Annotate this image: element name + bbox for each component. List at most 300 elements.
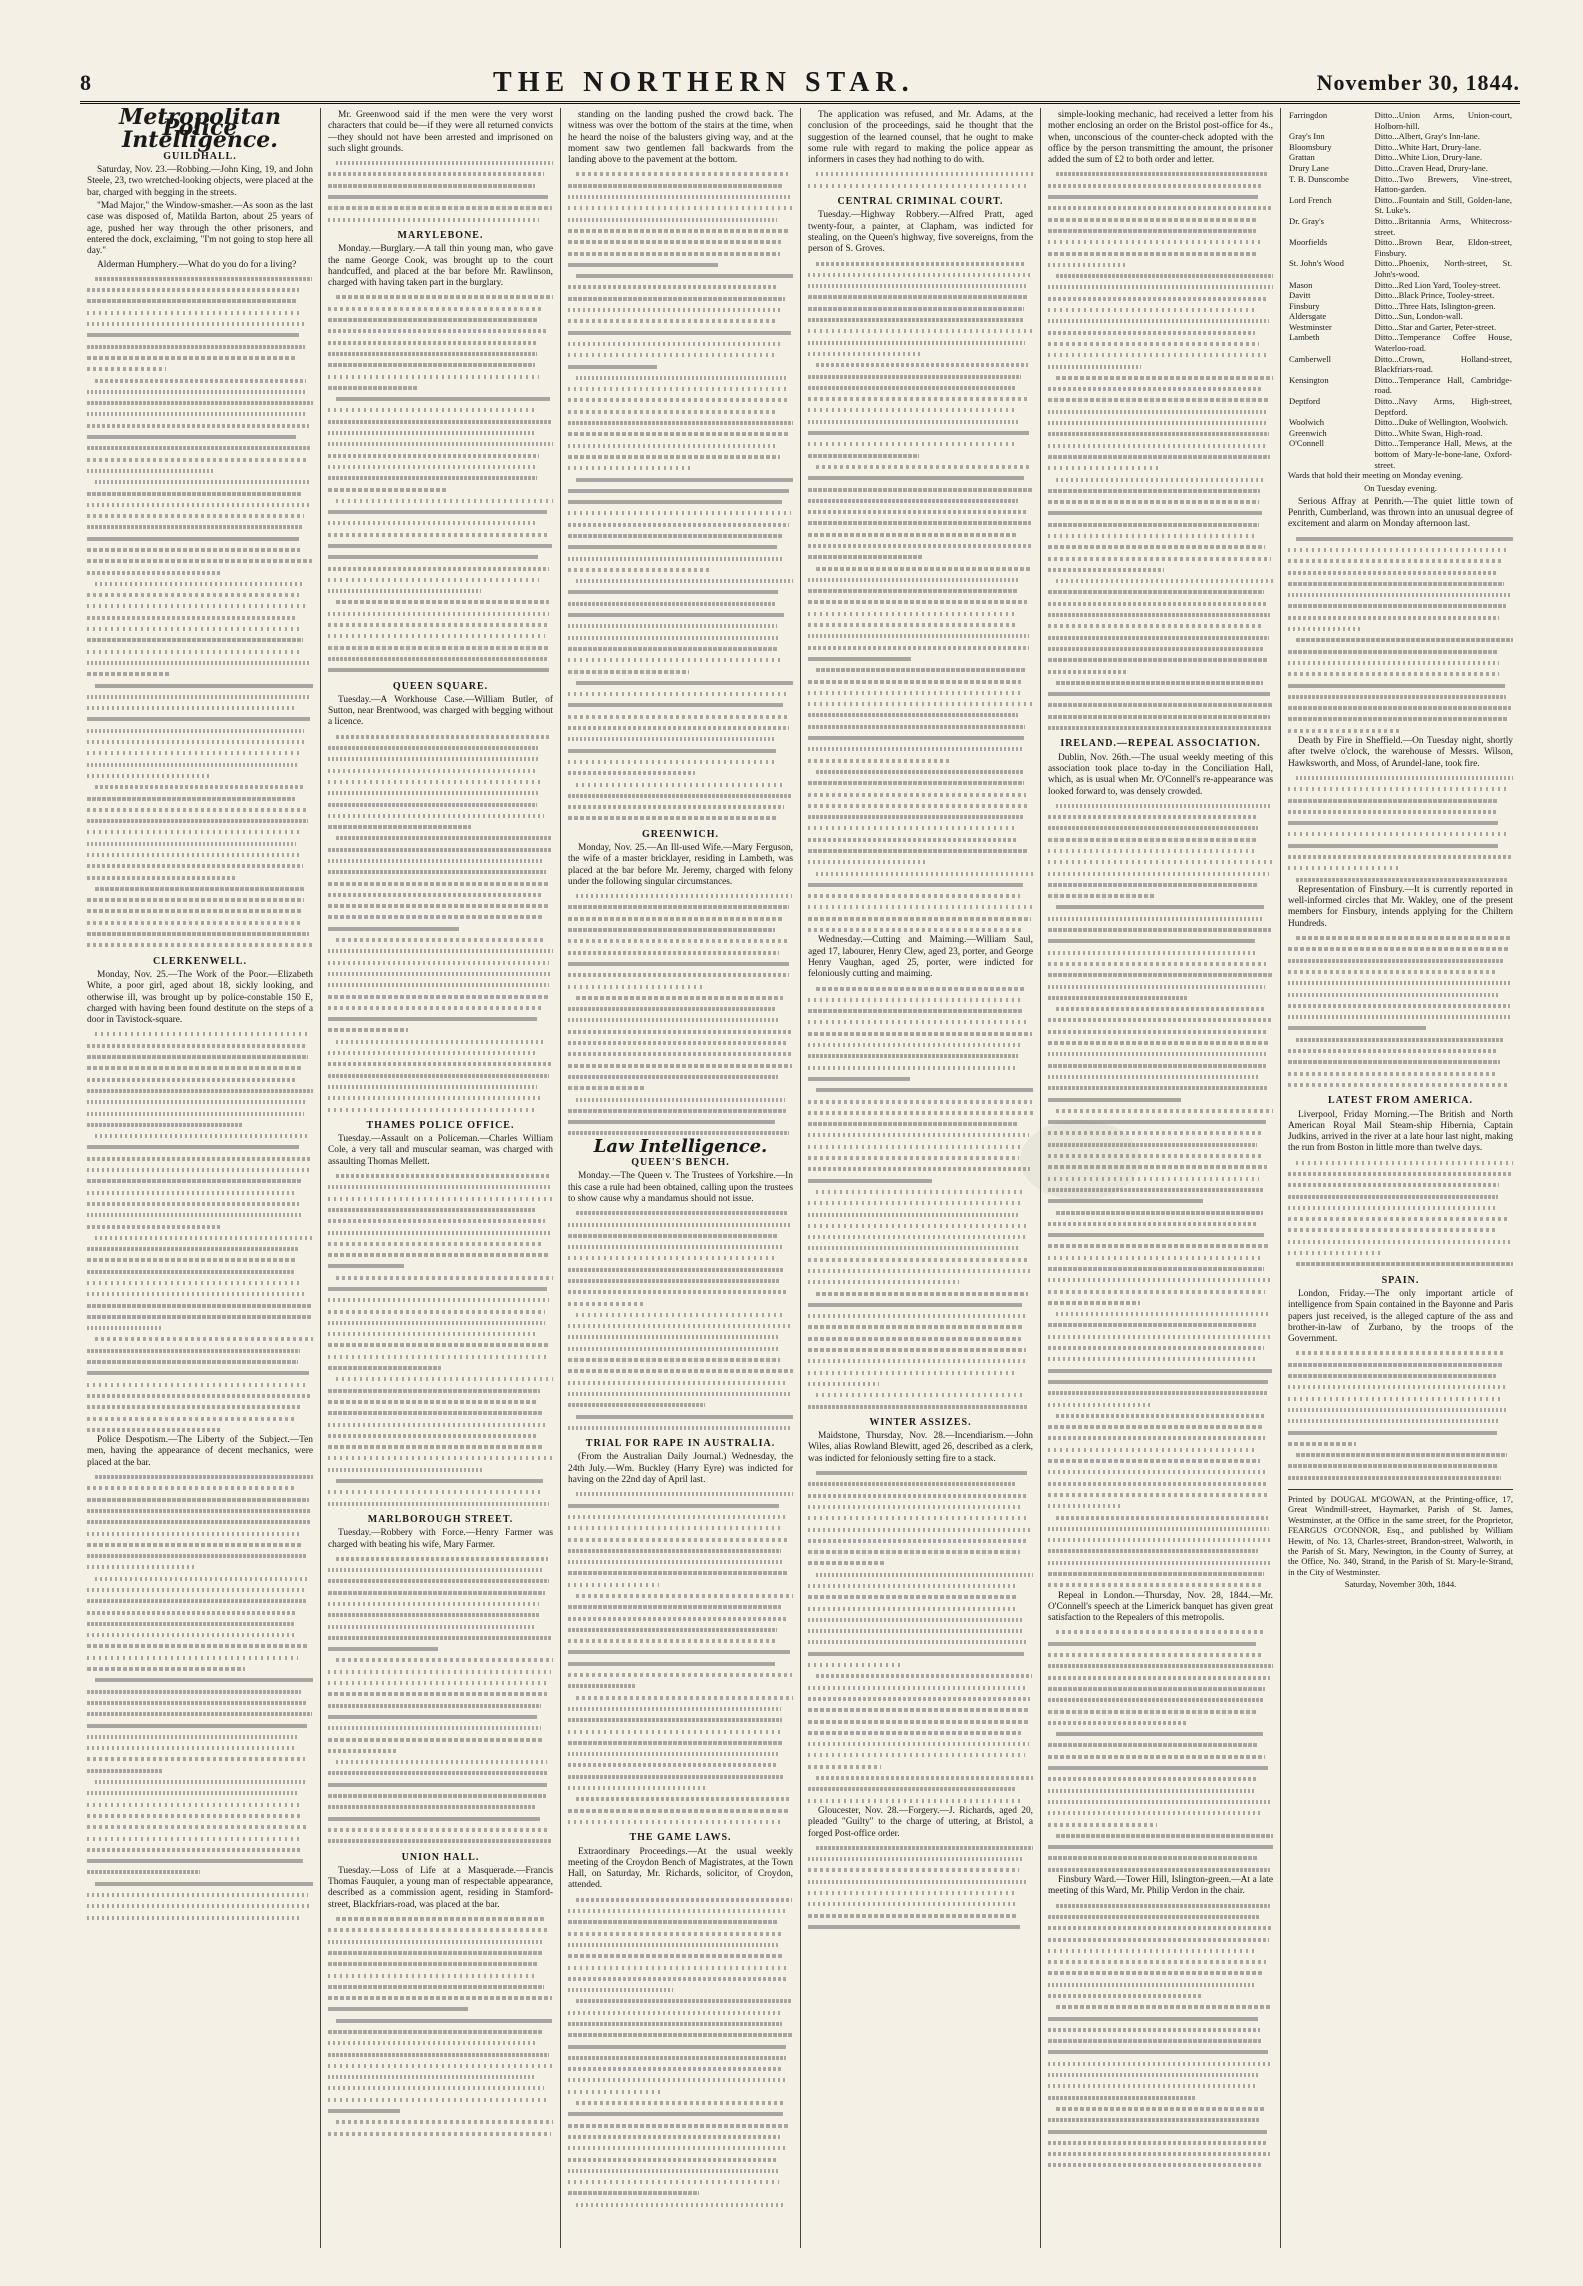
- illegible-text-line: [1048, 1037, 1273, 1048]
- ward-meeting-place: Ditto...Two Brewers, Vine-street, Hatton-garden.: [1374, 173, 1512, 195]
- illegible-text-line: [1048, 1331, 1273, 1342]
- illegible-text-line: [87, 917, 313, 928]
- body-text-block: [1048, 1626, 1273, 1875]
- illegible-text-line: [568, 1928, 793, 1939]
- illegible-text-line: [1288, 589, 1513, 600]
- illegible-text-line: [87, 1288, 313, 1299]
- illegible-text-line: [328, 291, 553, 302]
- illegible-text-line: [808, 1129, 1033, 1140]
- illegible-text-line: [1048, 1762, 1273, 1773]
- body-text-block: [328, 1170, 553, 1509]
- illegible-text-line: [808, 766, 1033, 777]
- illegible-text-line: [87, 668, 313, 679]
- illegible-text-line: [328, 359, 553, 370]
- illegible-text-line: [1288, 851, 1513, 862]
- illegible-text-line: [1288, 795, 1513, 806]
- illegible-text-line: [1048, 1967, 1273, 1978]
- illegible-text-line: [1288, 533, 1513, 544]
- illegible-text-line: [87, 521, 313, 532]
- illegible-text-line: [1288, 806, 1513, 817]
- illegible-text-line: [808, 438, 1033, 449]
- illegible-text-line: [1048, 2046, 1273, 2057]
- illegible-text-line: [568, 564, 793, 575]
- illegible-text-line: [1048, 677, 1273, 688]
- illegible-text-line: [568, 349, 793, 360]
- article-paragraph: Saturday, Nov. 23.—Robbing.—John King, 19, and John Steele, 23, two wretched-looking objects, were placed at the bar, charged with begging in the streets.: [87, 165, 313, 198]
- ward-name: T. B. Dunscombe: [1289, 173, 1349, 184]
- illegible-text-line: [328, 157, 553, 168]
- illegible-text-line: [1048, 394, 1273, 405]
- illegible-text-line: [808, 777, 1033, 788]
- illegible-text-line: [87, 1810, 313, 1821]
- illegible-text-line: [1288, 1168, 1513, 1179]
- subheading-queen-square: QUEEN SQUARE.: [392, 680, 489, 692]
- body-text-block: [1288, 1347, 1513, 1483]
- ward-row: [1288, 428, 1513, 439]
- illegible-text-line: [568, 180, 793, 191]
- ward-row: [1288, 237, 1513, 258]
- illegible-text-line: [1288, 544, 1513, 555]
- illegible-text-line: [568, 485, 793, 496]
- ward-row: [1288, 110, 1513, 131]
- ward-name: Dr. Gray's: [1289, 215, 1324, 226]
- ward-meeting-place: Ditto...White Lion, Drury-lane.: [1374, 152, 1483, 163]
- article-paragraph: Tuesday.—A Workhouse Case.—William Butler, of Sutton, near Brentwood, was charged with begging without a licence.: [328, 694, 553, 728]
- illegible-text-line: [568, 1916, 793, 1927]
- illegible-text-line: [568, 1219, 793, 1230]
- ward-row: [1288, 301, 1513, 312]
- illegible-text-line: [1048, 1922, 1273, 1933]
- illegible-text-line: [87, 1367, 313, 1378]
- illegible-text-line: [87, 680, 313, 691]
- illegible-text-line: [568, 779, 793, 790]
- article-paragraph: Finsbury Ward.—Tower Hill, Islington-green.—At a late meeting of this Ward, Mr. Philip Verdon in the chair.: [1048, 1875, 1273, 1897]
- illegible-text-line: [1048, 281, 1273, 292]
- illegible-text-line: [808, 1704, 1033, 1715]
- illegible-text-line: [87, 1652, 313, 1663]
- illegible-text-line: [328, 1047, 553, 1058]
- illegible-text-line: [1048, 598, 1273, 609]
- illegible-text-line: [568, 394, 793, 405]
- illegible-text-line: [808, 404, 1033, 415]
- imprint-text: Printed by DOUGAL M'GOWAN, at the Printing-office, 17, Great Windmill-street, Haymarket, Parish of St. James, Westminster, at the Office in the same street, for the Proprietor, FEARGUS O'CONNOR, Esq., and published by William Hewitt, of No. 13, Charles-street, Brandon-street, Walworth, in the Parish of St. Mary, Newington, in the County of Surrey, at the Office, No. 340, Strand, in the Parish of St. Mary-le-Strand, in the City of Westminster.: [1288, 1494, 1513, 1577]
- illegible-text-line: [87, 838, 313, 849]
- illegible-text-line: [328, 1430, 553, 1441]
- illegible-text-line: [808, 1614, 1033, 1625]
- illegible-text-line: [87, 691, 313, 702]
- illegible-text-line: [328, 1238, 553, 1249]
- ward-meeting-place: Ditto...Albert, Gray's Inn-lane.: [1374, 131, 1480, 142]
- illegible-text-line: [87, 1277, 313, 1288]
- illegible-text-line: [1048, 1365, 1273, 1376]
- article-paragraph: Mr. Greenwood said if the men were the very worst characters that could be—if they were all returned convicts—they should not have been arrested and imprisoned on such slight grounds.: [328, 110, 553, 154]
- illegible-text-line: [1048, 451, 1273, 462]
- illegible-text-line: [808, 1310, 1033, 1321]
- body-text-block: [568, 1894, 793, 2210]
- illegible-text-line: [568, 2108, 793, 2119]
- illegible-text-line: [87, 860, 313, 871]
- illegible-text-line: [808, 484, 1033, 495]
- illegible-text-line: [1048, 236, 1273, 247]
- illegible-text-line: [328, 957, 553, 968]
- ward-name: Westminster: [1289, 321, 1332, 332]
- illegible-text-line: [808, 1355, 1033, 1366]
- illegible-text-line: [568, 1816, 793, 1827]
- illegible-text-line: [328, 1587, 553, 1598]
- illegible-text-line: [808, 1265, 1033, 1276]
- illegible-text-line: [328, 1441, 553, 1452]
- illegible-text-line: [328, 1181, 553, 1192]
- illegible-text-line: [1048, 1240, 1273, 1251]
- illegible-text-line: [568, 1241, 793, 1252]
- illegible-text-line: [1048, 811, 1273, 822]
- illegible-text-line: [808, 687, 1033, 698]
- illegible-text-line: [568, 1094, 793, 1105]
- illegible-text-line: [87, 725, 313, 736]
- illegible-text-line: [568, 1692, 793, 1703]
- illegible-text-line: [1288, 680, 1513, 691]
- illegible-text-line: [1048, 440, 1273, 451]
- ward-meeting-place: Ditto...Temperance Hall, Cambridge-road.: [1374, 374, 1512, 396]
- illegible-text-line: [1288, 646, 1513, 657]
- illegible-text-line: [87, 1266, 313, 1277]
- illegible-text-line: [87, 1482, 313, 1493]
- illegible-text-line: [568, 2029, 793, 2040]
- illegible-text-line: [808, 1401, 1033, 1412]
- illegible-text-line: [87, 1516, 313, 1527]
- illegible-text-line: [1048, 485, 1273, 496]
- illegible-text-line: [1288, 1404, 1513, 1415]
- illegible-text-line: [87, 1471, 313, 1482]
- illegible-text-line: [328, 472, 553, 483]
- illegible-text-line: [568, 474, 793, 485]
- illegible-text-line: [1048, 654, 1273, 665]
- article-paragraph: (From the Australian Daily Journal.) Wednesday, the 24th July.—Wm. Buckley (Harry Eyre) was indicted for having on the 22nd day of April last.: [568, 1452, 793, 1486]
- illegible-text-line: [328, 1924, 553, 1935]
- illegible-text-line: [328, 2060, 553, 2071]
- illegible-text-line: [328, 1092, 553, 1103]
- illegible-text-line: [1288, 1247, 1513, 1258]
- ward-meeting-place: Ditto...Navy Arms, High-street, Deptford.: [1374, 396, 1512, 417]
- subheading-repeal-association: IRELAND.—REPEAL ASSOCIATION.: [1060, 738, 1261, 750]
- illegible-text-line: [808, 461, 1033, 472]
- illegible-text-line: [328, 1700, 553, 1711]
- illegible-text-line: [328, 855, 553, 866]
- illegible-text-line: [568, 767, 793, 778]
- illegible-text-line: [1048, 1229, 1273, 1240]
- illegible-text-line: [808, 1636, 1033, 1647]
- illegible-text-line: [1048, 1864, 1273, 1875]
- illegible-text-line: [568, 372, 793, 383]
- illegible-text-line: [1288, 1179, 1513, 1190]
- illegible-text-line: [87, 1561, 313, 1572]
- illegible-text-line: [87, 1821, 313, 1832]
- illegible-text-line: [568, 1984, 793, 1995]
- illegible-text-line: [328, 563, 553, 574]
- illegible-text-line: [328, 979, 553, 990]
- illegible-text-line: [1048, 1830, 1273, 1841]
- illegible-text-line: [1288, 1370, 1513, 1381]
- illegible-text-line: [1048, 1523, 1273, 1534]
- illegible-text-line: [808, 563, 1033, 574]
- illegible-text-line: [1048, 1048, 1273, 1059]
- illegible-text-line: [87, 307, 313, 318]
- illegible-text-line: [808, 732, 1033, 743]
- illegible-text-line: [328, 765, 553, 776]
- illegible-text-line: [1048, 1512, 1273, 1523]
- subheading-thames-police: THAMES POLICE OFFICE.: [366, 1119, 515, 1131]
- illegible-text-line: [328, 1970, 553, 1981]
- illegible-text-line: [87, 1119, 313, 1130]
- subheading-greenwich: GREENWICH.: [642, 828, 719, 840]
- illegible-text-line: [87, 747, 313, 758]
- illegible-text-line: [87, 1356, 313, 1367]
- illegible-text-line: [568, 688, 793, 699]
- illegible-text-line: [1048, 202, 1273, 213]
- illegible-text-line: [87, 476, 313, 487]
- illegible-text-line: [1288, 989, 1513, 1000]
- illegible-text-line: [808, 1467, 1033, 1478]
- illegible-text-line: [1048, 890, 1273, 901]
- illegible-text-line: [1048, 1900, 1273, 1911]
- illegible-text-line: [328, 1654, 553, 1665]
- illegible-text-line: [328, 1643, 553, 1654]
- illegible-text-line: [808, 1659, 1033, 1670]
- illegible-text-line: [568, 1714, 793, 1725]
- illegible-text-line: [808, 1186, 1033, 1197]
- ward-name: Kensington: [1289, 374, 1329, 385]
- illegible-text-line: [568, 1354, 793, 1365]
- illegible-text-line: [87, 1866, 313, 1877]
- illegible-text-line: [87, 431, 313, 442]
- illegible-text-line: [328, 1745, 553, 1756]
- ward-row: [1288, 142, 1513, 153]
- illegible-text-line: [808, 1842, 1033, 1853]
- illegible-text-line: [808, 630, 1033, 641]
- illegible-text-line: [328, 1260, 553, 1271]
- illegible-text-line: [808, 348, 1033, 359]
- illegible-text-line: [1048, 901, 1273, 912]
- illegible-text-line: [1048, 924, 1273, 935]
- illegible-text-line: [1048, 225, 1273, 236]
- illegible-text-line: [568, 417, 793, 428]
- illegible-text-line: [1048, 1297, 1273, 1308]
- illegible-text-line: [568, 1388, 793, 1399]
- illegible-text-line: [808, 1512, 1033, 1523]
- illegible-text-line: [808, 1050, 1033, 1061]
- illegible-text-line: [87, 341, 313, 352]
- illegible-text-line: [1048, 1785, 1273, 1796]
- article-paragraph: standing on the landing pushed the crowd back. The witness was over the bottom of the stairs at the time, when he heard the noise of the balusters giving way, and at the moment saw two gentlemen fall backwards from the landing above to the pavement at the bottom.: [568, 110, 793, 166]
- illegible-text-line: [1288, 1045, 1513, 1056]
- ward-row: [1288, 438, 1513, 470]
- illegible-text-line: [1048, 2126, 1273, 2137]
- illegible-text-line: [87, 1153, 313, 1164]
- ward-row: [1288, 152, 1513, 163]
- illegible-text-line: [1048, 1387, 1273, 1398]
- illegible-text-line: [328, 191, 553, 202]
- illegible-text-line: [1288, 1449, 1513, 1460]
- illegible-text-line: [568, 1422, 793, 1433]
- illegible-text-line: [808, 1591, 1033, 1602]
- illegible-text-line: [808, 1288, 1033, 1299]
- ward-name: Drury Lane: [1289, 162, 1329, 173]
- illegible-text-line: [328, 382, 553, 393]
- article-paragraph: Monday.—Burglary.—A tall thin young man, who gave the name George Cook, was brought up to the court handcuffed, and placed at the bar before Mr. Rawlinson, charged with having taken part in the burglary.: [328, 244, 553, 289]
- illegible-text-line: [1048, 474, 1273, 485]
- illegible-text-line: [568, 191, 793, 202]
- illegible-text-line: [1048, 270, 1273, 281]
- illegible-text-line: [1288, 955, 1513, 966]
- illegible-text-line: [87, 1198, 313, 1209]
- illegible-text-line: [87, 1855, 313, 1866]
- illegible-text-line: [568, 598, 793, 609]
- illegible-text-line: [87, 1028, 313, 1039]
- illegible-text-line: [328, 1070, 553, 1081]
- illegible-text-line: [87, 634, 313, 645]
- illegible-text-line: [568, 496, 793, 507]
- illegible-text-line: [87, 1300, 313, 1311]
- illegible-text-line: [87, 1878, 313, 1889]
- illegible-text-line: [1048, 666, 1273, 677]
- illegible-text-line: [808, 280, 1033, 291]
- body-text-block: [328, 731, 553, 1115]
- illegible-text-line: [328, 2049, 553, 2060]
- illegible-text-line: [328, 2105, 553, 2116]
- illegible-text-line: [1048, 586, 1273, 597]
- illegible-text-line: [568, 281, 793, 292]
- illegible-text-line: [1288, 1034, 1513, 1045]
- section-title-police: Metropolitan Police Intelligence.: [119, 108, 281, 153]
- subheading-central-criminal-court: CENTRAL CRIMINAL COURT.: [837, 196, 1004, 208]
- illegible-text-line: [568, 1071, 793, 1082]
- imprint-date: Saturday, November 30th, 1844.: [1344, 1579, 1457, 1590]
- illegible-text-line: [568, 722, 793, 733]
- illegible-text-line: [328, 1317, 553, 1328]
- ward-meeting-place: Ditto...Sun, London-wall.: [1374, 311, 1463, 322]
- illegible-text-line: [808, 1772, 1033, 1783]
- illegible-text-line: [328, 923, 553, 934]
- illegible-text-line: [1048, 1399, 1273, 1410]
- illegible-text-line: [808, 1084, 1033, 1095]
- illegible-text-line: [808, 495, 1033, 506]
- illegible-text-line: [1048, 1841, 1273, 1852]
- illegible-text-line: [87, 928, 313, 939]
- illegible-text-line: [328, 1711, 553, 1722]
- illegible-text-line: [87, 1550, 313, 1561]
- ward-meeting-place: Ditto...White Hart, Drury-lane.: [1374, 141, 1482, 152]
- illegible-text-line: [1288, 1415, 1513, 1426]
- illegible-text-line: [808, 574, 1033, 585]
- illegible-text-line: [1048, 1094, 1273, 1105]
- illegible-text-line: [1048, 406, 1273, 417]
- illegible-text-line: [328, 1981, 553, 1992]
- illegible-text-line: [87, 1787, 313, 1798]
- masthead: [80, 66, 1520, 100]
- body-text-block: [808, 258, 1033, 936]
- illegible-text-line: [87, 1776, 313, 1787]
- illegible-text-line: [568, 293, 793, 304]
- illegible-text-line: [568, 1511, 793, 1522]
- illegible-text-line: [1048, 632, 1273, 643]
- ward-name: Aldersgate: [1289, 311, 1327, 322]
- illegible-text-line: [87, 781, 313, 792]
- illegible-text-line: [808, 811, 1033, 822]
- illegible-text-line: [87, 793, 313, 804]
- illegible-text-line: [808, 1783, 1033, 1794]
- illegible-text-line: [328, 1813, 553, 1824]
- illegible-text-line: [1048, 1353, 1273, 1364]
- illegible-text-line: [87, 1607, 313, 1618]
- illegible-text-line: [568, 202, 793, 213]
- illegible-text-line: [1048, 1638, 1273, 1649]
- article-paragraph: Alderman Humphery.—What do you do for a living?: [97, 259, 297, 270]
- subheading-union-hall: UNION HALL.: [401, 1851, 480, 1863]
- illegible-text-line: [328, 484, 553, 495]
- illegible-text-line: [328, 878, 553, 889]
- illegible-text-line: [568, 2142, 793, 2153]
- illegible-text-line: [808, 1490, 1033, 1501]
- illegible-text-line: [328, 1385, 553, 1396]
- illegible-text-line: [568, 1264, 793, 1275]
- illegible-text-line: [328, 2082, 553, 2093]
- illegible-text-line: [568, 440, 793, 451]
- illegible-text-line: [87, 1401, 313, 1412]
- illegible-text-line: [1048, 1990, 1273, 2001]
- illegible-text-line: [568, 913, 793, 924]
- illegible-text-line: [328, 596, 553, 607]
- illegible-text-line: [808, 450, 1033, 461]
- illegible-text-line: [328, 1475, 553, 1486]
- illegible-text-line: [808, 1478, 1033, 1489]
- ward-name: Finsbury: [1289, 300, 1320, 311]
- illegible-text-line: [328, 742, 553, 753]
- illegible-text-line: [87, 1686, 313, 1697]
- illegible-text-line: [1048, 1444, 1273, 1455]
- illegible-text-line: [808, 416, 1033, 427]
- illegible-text-line: [568, 1962, 793, 1973]
- illegible-text-line: [328, 2015, 553, 2026]
- illegible-text-line: [1048, 2148, 1273, 2159]
- illegible-text-line: [808, 1648, 1033, 1659]
- illegible-text-line: [808, 822, 1033, 833]
- illegible-text-line: [808, 1062, 1033, 1073]
- illegible-text-line: [808, 1096, 1033, 1107]
- illegible-text-line: [568, 1646, 793, 1657]
- ward-meeting-place: Ditto...Black Prince, Tooley-street.: [1374, 290, 1495, 301]
- illegible-text-line: [808, 1389, 1033, 1400]
- illegible-text-line: [568, 1320, 793, 1331]
- illegible-text-line: [1048, 688, 1273, 699]
- illegible-text-line: [1048, 1466, 1273, 1477]
- illegible-text-line: [328, 2116, 553, 2127]
- illegible-text-line: [328, 1351, 553, 1362]
- illegible-text-line: [568, 958, 793, 969]
- illegible-text-line: [87, 657, 313, 668]
- illegible-text-line: [328, 1688, 553, 1699]
- article-paragraph: Extraordinary Proceedings.—At the usual weekly meeting of the Croydon Bench of Magistrates, at the Town Hall, on Saturday, Mr. Richards, solicitor, of Croydon, attended.: [568, 1846, 793, 1891]
- ward-row: [1288, 354, 1513, 375]
- illegible-text-line: [1048, 575, 1273, 586]
- illegible-text-line: [808, 1039, 1033, 1050]
- article-paragraph: Death by Fire in Sheffield.—On Tuesday night, shortly after twelve o'clock, the warehouse of Messrs. Wilson, Hawksworth, and Moss, of Arundel-lane, took fire.: [1288, 736, 1513, 769]
- illegible-text-line: [1288, 567, 1513, 578]
- ward-name: Grattan: [1289, 152, 1315, 163]
- illegible-text-line: [1288, 1347, 1513, 1358]
- illegible-text-line: [1048, 981, 1273, 992]
- illegible-text-line: [568, 1782, 793, 1793]
- illegible-text-line: [568, 530, 793, 541]
